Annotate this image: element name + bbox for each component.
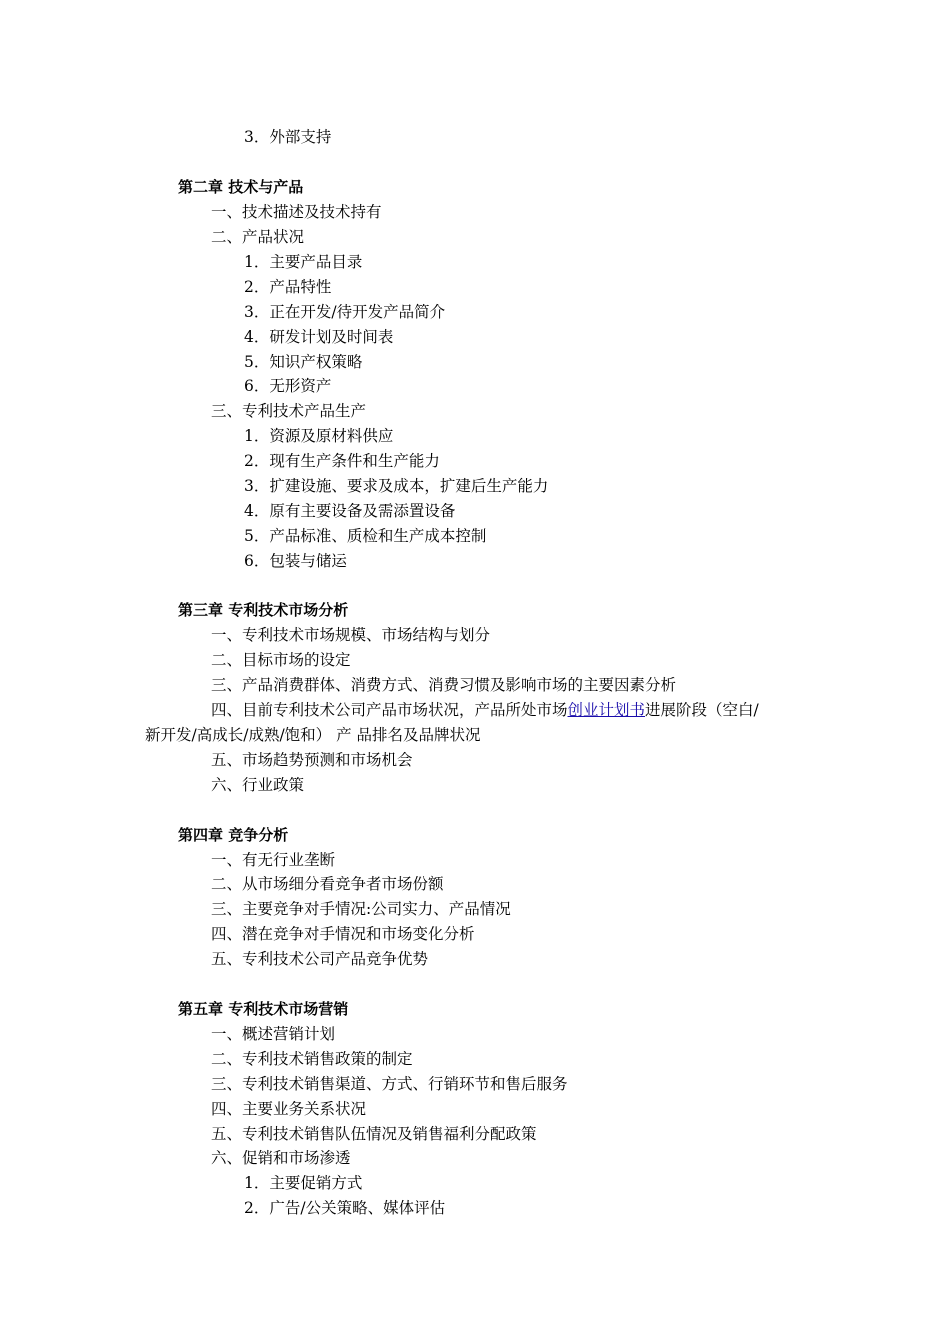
toc-section — [211, 700, 759, 720]
business-plan-link[interactable]: 创业计划书 — [567, 701, 646, 719]
toc-section: 四、主要业务关系状况 — [211, 1100, 367, 1118]
toc-item: 6．无形资产 — [244, 377, 332, 395]
toc-section-continuation: 新开发/高成长/成熟/饱和） 产 品排名及品牌状况 — [145, 726, 481, 744]
toc-section: 一、有无行业垄断 — [211, 851, 336, 869]
toc-section: 三、专利技术产品生产 — [211, 402, 367, 420]
toc-item: 6．包装与储运 — [244, 552, 347, 570]
toc-section: 二、专利技术销售政策的制定 — [211, 1050, 413, 1068]
toc-item: 3．扩建设施、要求及成本，扩建后生产能力 — [244, 477, 549, 495]
toc-section: 一、技术描述及技术持有 — [211, 203, 382, 221]
toc-section: 四、潜在竞争对手情况和市场变化分析 — [211, 925, 475, 943]
toc-section: 五、专利技术销售队伍情况及销售福利分配政策 — [211, 1125, 537, 1143]
toc-section: 五、专利技术公司产品竞争优势 — [211, 950, 429, 968]
toc-section: 一、概述营销计划 — [211, 1025, 336, 1043]
toc-section: 二、产品状况 — [211, 228, 305, 246]
toc-section: 六、行业政策 — [211, 776, 305, 794]
toc-item: 1．资源及原材料供应 — [244, 427, 394, 445]
toc-section-text: 四、目前专利技术公司产品市场状况，产品所处市场 — [211, 701, 568, 719]
toc-section: 二、目标市场的设定 — [211, 651, 351, 669]
chapter-heading: 第三章 专利技术市场分析 — [178, 601, 349, 619]
chapter-heading: 第五章 专利技术市场营销 — [178, 1000, 349, 1018]
toc-section: 三、专利技术销售渠道、方式、行销环节和售后服务 — [211, 1075, 568, 1093]
toc-item: 4．原有主要设备及需添置设备 — [244, 502, 456, 520]
toc-item: 2．产品特性 — [244, 278, 332, 296]
toc-section: 五、市场趋势预测和市场机会 — [211, 751, 413, 769]
toc-item: 1．主要促销方式 — [244, 1174, 363, 1192]
chapter-heading: 第四章 竞争分析 — [178, 826, 289, 844]
toc-item: 4．研发计划及时间表 — [244, 328, 394, 346]
toc-section: 三、产品消费群体、消费方式、消费习惯及影响市场的主要因素分析 — [211, 676, 677, 694]
toc-item: 1．主要产品目录 — [244, 253, 363, 271]
toc-item: 3．外部支持 — [244, 128, 332, 146]
toc-item: 2．现有生产条件和生产能力 — [244, 452, 440, 470]
toc-section: 二、从市场细分看竞争者市场份额 — [211, 875, 444, 893]
chapter-heading: 第二章 技术与产品 — [178, 178, 304, 196]
toc-section: 六、促销和市场渗透 — [211, 1149, 351, 1167]
toc-section: 一、专利技术市场规模、市场结构与划分 — [211, 626, 491, 644]
toc-section: 三、主要竞争对手情况:公司实力、产品情况 — [211, 900, 511, 918]
toc-item: 3．正在开发/待开发产品简介 — [244, 303, 446, 321]
toc-section-text: 进展阶段（空白/ — [645, 701, 759, 719]
toc-item: 2．广告/公关策略、媒体评估 — [244, 1199, 446, 1217]
toc-item: 5．知识产权策略 — [244, 353, 363, 371]
toc-item: 5．产品标准、质检和生产成本控制 — [244, 527, 487, 545]
